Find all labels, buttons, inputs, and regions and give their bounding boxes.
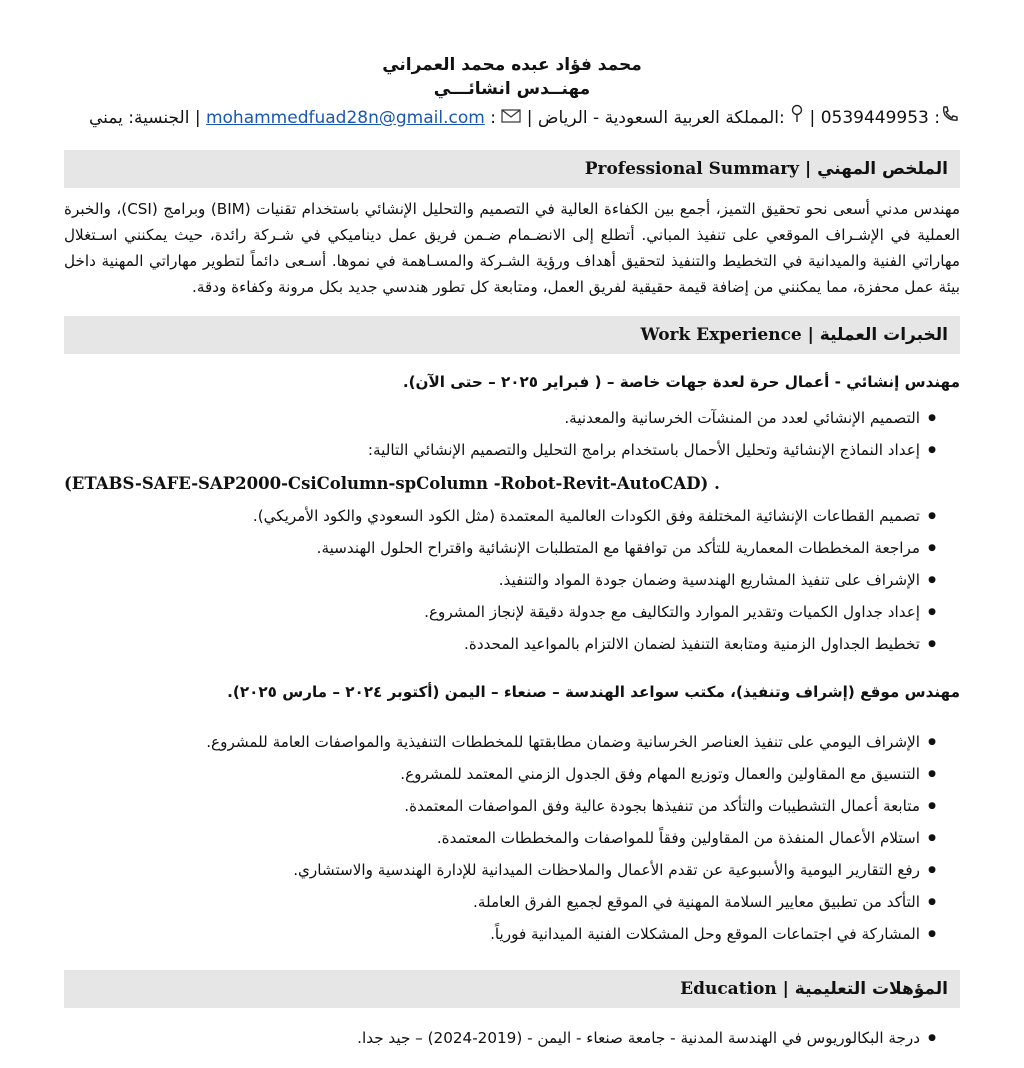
location-pin-icon bbox=[790, 104, 804, 132]
list-item: ● التنسيق مع المقاولين والعمال وتوزيع المهام وفق الجدول الزمني المعتمد للمشروع. bbox=[64, 758, 1024, 790]
experience-heading-ar: الخبرات العملية bbox=[819, 325, 948, 345]
nationality-text: الجنسية: يمني bbox=[89, 108, 190, 128]
list-item: ● إعداد جداول الكميات وتقدير الموارد والتكاليف مع جدولة دقيقة لإنجاز المشروع. bbox=[64, 596, 1024, 628]
list-item: ● تصميم القطاعات الإنشائية المختلفة وفق الكودات العالمية المعتمدة (مثل الكود السعودي والكود الأمريكي). bbox=[64, 500, 1024, 532]
summary-heading-ar: الملخص المهني bbox=[817, 159, 948, 179]
location-text: :المملكة العربية السعودية - الرياض bbox=[537, 108, 785, 128]
phone-number: 0539449953 bbox=[820, 108, 929, 128]
job1-title: مهندس إنشائي - أعمال حرة لعدة جهات خاصة – ( فبراير ٢٠٢٥ – حتى الآن). bbox=[402, 373, 960, 391]
contact-line bbox=[70, 104, 960, 132]
job2-title: مهندس موقع (إشراف وتنفيذ)، مكتب سواعد الهندسة – صنعاء – اليمن (أكتوبر ٢٠٢٤ – مارس ٢٠٢٥). bbox=[227, 683, 960, 701]
list-item: ● رفع التقارير اليومية والأسبوعية عن تقدم الأعمال والملاحظات الميدانية للإدارة الهندسية والاستشاري. bbox=[64, 854, 1024, 886]
list-item: ● التأكد من تطبيق معايير السلامة المهنية في الموقع لجميع الفرق العاملة. bbox=[64, 886, 1024, 918]
person-name: محمد فؤاد عبده محمد العمراني bbox=[382, 55, 642, 75]
divider: | bbox=[526, 108, 533, 128]
list-item: ● الإشراف اليومي على تنفيذ العناصر الخرسانية وضمان مطابقتها للمخططات التنفيذية والمواصفات العامة للمشروع. bbox=[64, 726, 1024, 758]
section-experience-header bbox=[64, 316, 960, 354]
education-heading-en: Education bbox=[680, 979, 777, 999]
job1-bullets-a bbox=[64, 402, 1024, 466]
list-item: ● إعداد النماذج الإنشائية وتحليل الأحمال باستخدام برامج التحليل والتصميم الإنشائي التالية: bbox=[64, 434, 1024, 466]
list-item: ● التصميم الإنشائي لعدد من المنشآت الخرسانية والمعدنية. bbox=[64, 402, 1024, 434]
section-summary-header bbox=[64, 150, 960, 188]
summary-paragraph: مهندس مدني أسعى نحو تحقيق التميز، أجمع بين الكفاءة العالية في التصميم والتحليل الإنشائي باستخدام تقنيات (BIM) وبرامج (CSI)، والخبرة العملية في الإشـراف الموقعي على تنفيذ المباني. أتطلع إلى الانضـمام ضـمن فريق عمل ديناميكي في شـركة رائدة، حيث يمكنني اسـتغلال مهاراتي الفنية والميدانية في التخطيط والتنفيذ لتحقيق أهداف ورؤية الشـركة والمسـاهمة في نموها. أسـعى دائماً لتطوير مهاراتي المهنية داخل بيئة عمل محفزة، مما يمكنني من إضافة قيمة حقيقية لفريق العمل، ومتابعة كل تطور هندسي جديد بكل مرونة وكفاءة ودقة. bbox=[64, 200, 961, 296]
software-list: (ETABS-SAFE-SAP2000-CsiColumn-spColumn -Robot-Revit-AutoCAD) . bbox=[64, 474, 720, 493]
resume-header bbox=[0, 0, 1024, 100]
list-item: ● المشاركة في اجتماعات الموقع وحل المشكلات الفنية الميدانية فورياً. bbox=[64, 918, 1024, 950]
education-heading-ar: المؤهلات التعليمية bbox=[794, 979, 948, 999]
list-item: ● تخطيط الجداول الزمنية ومتابعة التنفيذ لضمان الالتزام بالمواعيد المحددة. bbox=[64, 628, 1024, 660]
divider: | bbox=[194, 108, 201, 128]
email-link[interactable]: mohammedfuad28n@gmail.com bbox=[205, 108, 485, 128]
list-item: ● درجة البكالوريوس في الهندسة المدنية - جامعة صنعاء - اليمن - (2019-2024) – جيد جدا. bbox=[64, 1022, 1024, 1054]
summary-heading-en: Professional Summary bbox=[584, 159, 800, 179]
list-item: ● مراجعة المخططات المعمارية للتأكد من توافقها مع المتطلبات الإنشائية واقتراح الحلول الهندسية. bbox=[64, 532, 1024, 564]
education-bullets bbox=[64, 1022, 1024, 1054]
section-education-header bbox=[64, 970, 960, 1008]
heading-divider: | bbox=[776, 979, 795, 999]
list-item: ● متابعة أعمال التشطيبات والتأكد من تنفيذها بجودة عالية وفق المواصفات المعتمدة. bbox=[64, 790, 1024, 822]
job-title-heading: مهنــدس انشائـــي bbox=[433, 79, 591, 99]
email-separator: : bbox=[490, 108, 496, 128]
phone-label: : bbox=[934, 108, 940, 128]
job2-bullets bbox=[64, 726, 1024, 950]
mail-icon bbox=[501, 105, 521, 131]
list-item: ● استلام الأعمال المنفذة من المقاولين وفقاً للمواصفات والمخططات المعتمدة. bbox=[64, 822, 1024, 854]
phone-icon bbox=[940, 105, 960, 131]
heading-divider: | bbox=[799, 159, 818, 179]
heading-divider: | bbox=[801, 325, 820, 345]
job1-bullets-b bbox=[64, 500, 1024, 660]
list-item: ● الإشراف على تنفيذ المشاريع الهندسية وضمان جودة المواد والتنفيذ. bbox=[64, 564, 1024, 596]
divider: | bbox=[809, 108, 816, 128]
experience-heading-en: Work Experience bbox=[640, 325, 802, 345]
